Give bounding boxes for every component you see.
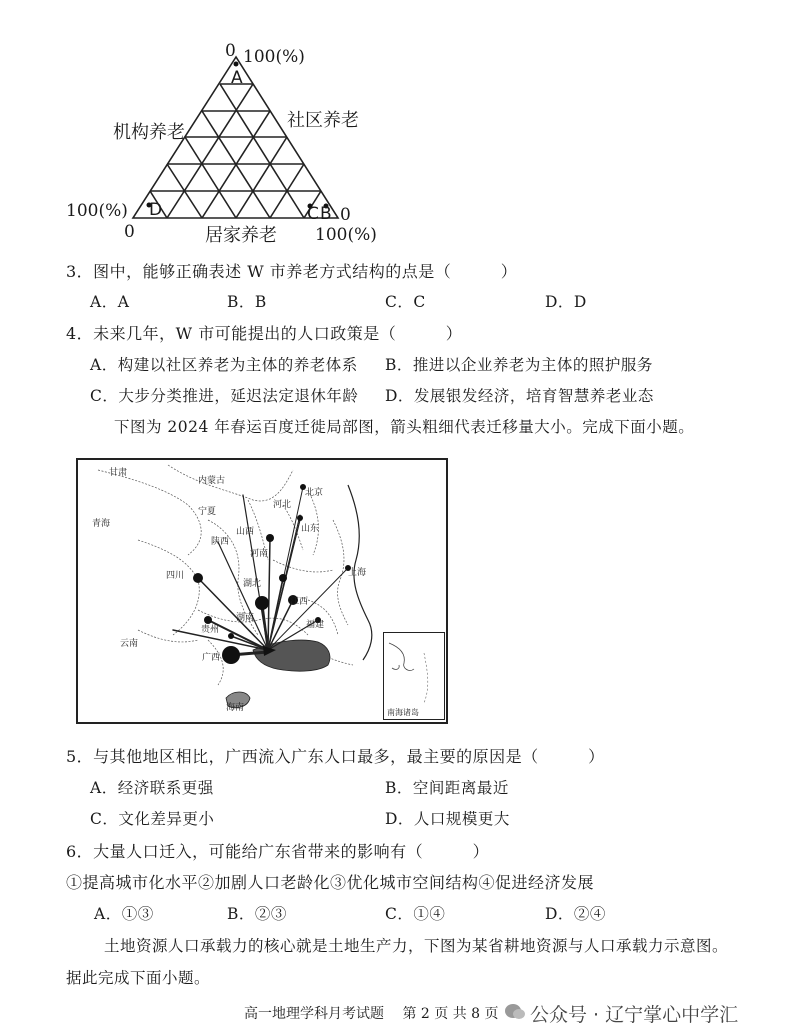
q3-option-a[interactable]: A．A — [90, 293, 130, 311]
point-a-label: A — [231, 68, 243, 88]
q5-option-c[interactable]: C．文化差异更小 — [90, 810, 215, 828]
point-d-label: D — [149, 200, 163, 220]
map-label-guizhou: 贵州 — [201, 625, 220, 635]
map-label-gansu: 甘肃 — [109, 468, 128, 478]
map-label-fujian: 福建 — [306, 620, 325, 630]
watermark: 公众号 · 辽宁掌心中学汇 — [530, 1004, 739, 1026]
map-label-hubei: 湖北 — [243, 579, 262, 589]
map-label-shaanxi: 陕西 — [211, 537, 230, 547]
q5-option-a[interactable]: A．经济联系更强 — [90, 779, 214, 797]
map-label-qinghai: 青海 — [92, 519, 111, 529]
map-label-beijing: 北京 — [305, 488, 324, 498]
map-label-hainan: 海南 — [226, 703, 245, 713]
q6-stem: 6．大量人口迁入，可能给广东省带来的影响有（ ） — [66, 842, 490, 861]
left-hundred: 100(%) — [66, 201, 128, 221]
point-c-label: C — [307, 204, 319, 224]
map-label-shanghai: 上海 — [348, 568, 367, 578]
map-label-henan: 河南 — [250, 549, 269, 559]
label-home: 居家养老 — [205, 225, 277, 246]
top-hundred: 100(%) — [243, 47, 305, 67]
top-zero: 0 — [225, 41, 236, 61]
q4-option-d[interactable]: D．发展银发经济，培育智慧养老业态 — [385, 387, 654, 405]
q6-option-b[interactable]: B．②③ — [227, 905, 287, 923]
inset-label: 南海诸岛 — [387, 708, 419, 717]
q6-option-a[interactable]: A．①③ — [94, 905, 154, 923]
q6-statements: ①提高城市化水平②加剧人口老龄化③优化城市空间结构④促进经济发展 — [66, 873, 595, 892]
map-label-neimenggu: 内蒙古 — [198, 476, 226, 486]
label-institution: 机构养老 — [113, 122, 185, 143]
land-intro-line-1: 土地资源人口承载力的核心就是土地生产力，下图为某省耕地资源与人口承载力示意图。 — [104, 937, 729, 955]
q4-stem: 4．未来几年，W 市可能提出的人口政策是（ ） — [66, 324, 463, 343]
point-b-label: B — [320, 204, 332, 224]
map-label-jiangxi: 江西 — [290, 597, 309, 607]
south-china-sea-inset — [383, 632, 445, 720]
map-intro: 下图为 2024 年春运百度迁徙局部图，箭头粗细代表迁移量大小。完成下面小题。 — [114, 418, 695, 436]
q4-option-b[interactable]: B．推进以企业养老为主体的照护服务 — [385, 356, 653, 374]
map-label-shanxi: 山西 — [236, 527, 255, 537]
q3-stem: 3．图中，能够正确表述 W 市养老方式结构的点是（ ） — [66, 262, 518, 281]
map-label-hebei: 河北 — [273, 500, 292, 510]
map-label-shandong: 山东 — [301, 524, 320, 534]
q5-option-b[interactable]: B．空间距离最近 — [385, 779, 509, 797]
page-footer: 高一地理学科月考试题 第 2 页 共 8 页 — [244, 1006, 499, 1022]
migration-map — [76, 458, 448, 724]
left-zero: 0 — [124, 222, 135, 242]
map-label-guangxi: 广西 — [202, 653, 221, 663]
q5-stem: 5．与其他地区相比，广西流入广东人口最多，最主要的原因是（ ） — [66, 747, 605, 766]
q6-option-d[interactable]: D．②④ — [545, 905, 606, 923]
map-label-ningxia: 宁夏 — [198, 507, 217, 517]
q4-option-c[interactable]: C．大步分类推进，延迟法定退休年龄 — [90, 387, 359, 405]
right-zero: 0 — [340, 205, 351, 225]
q5-option-d[interactable]: D．人口规模更大 — [385, 810, 510, 828]
right-hundred: 100(%) — [315, 225, 377, 245]
label-community: 社区养老 — [287, 110, 359, 131]
q6-option-c[interactable]: C．①④ — [385, 905, 446, 923]
map-label-sichuan: 四川 — [166, 571, 185, 581]
point-a-dot — [234, 62, 239, 67]
q3-option-d[interactable]: D．D — [545, 293, 587, 311]
map-label-hunan: 湖南 — [236, 613, 255, 623]
land-intro-line-2: 据此完成下面小题。 — [66, 969, 211, 987]
q3-option-c[interactable]: C．C — [385, 293, 426, 311]
wechat-icon — [504, 1002, 526, 1026]
q4-option-a[interactable]: A．构建以社区养老为主体的养老体系 — [90, 356, 358, 374]
map-label-yunnan: 云南 — [120, 639, 139, 649]
q3-option-b[interactable]: B．B — [227, 293, 267, 311]
